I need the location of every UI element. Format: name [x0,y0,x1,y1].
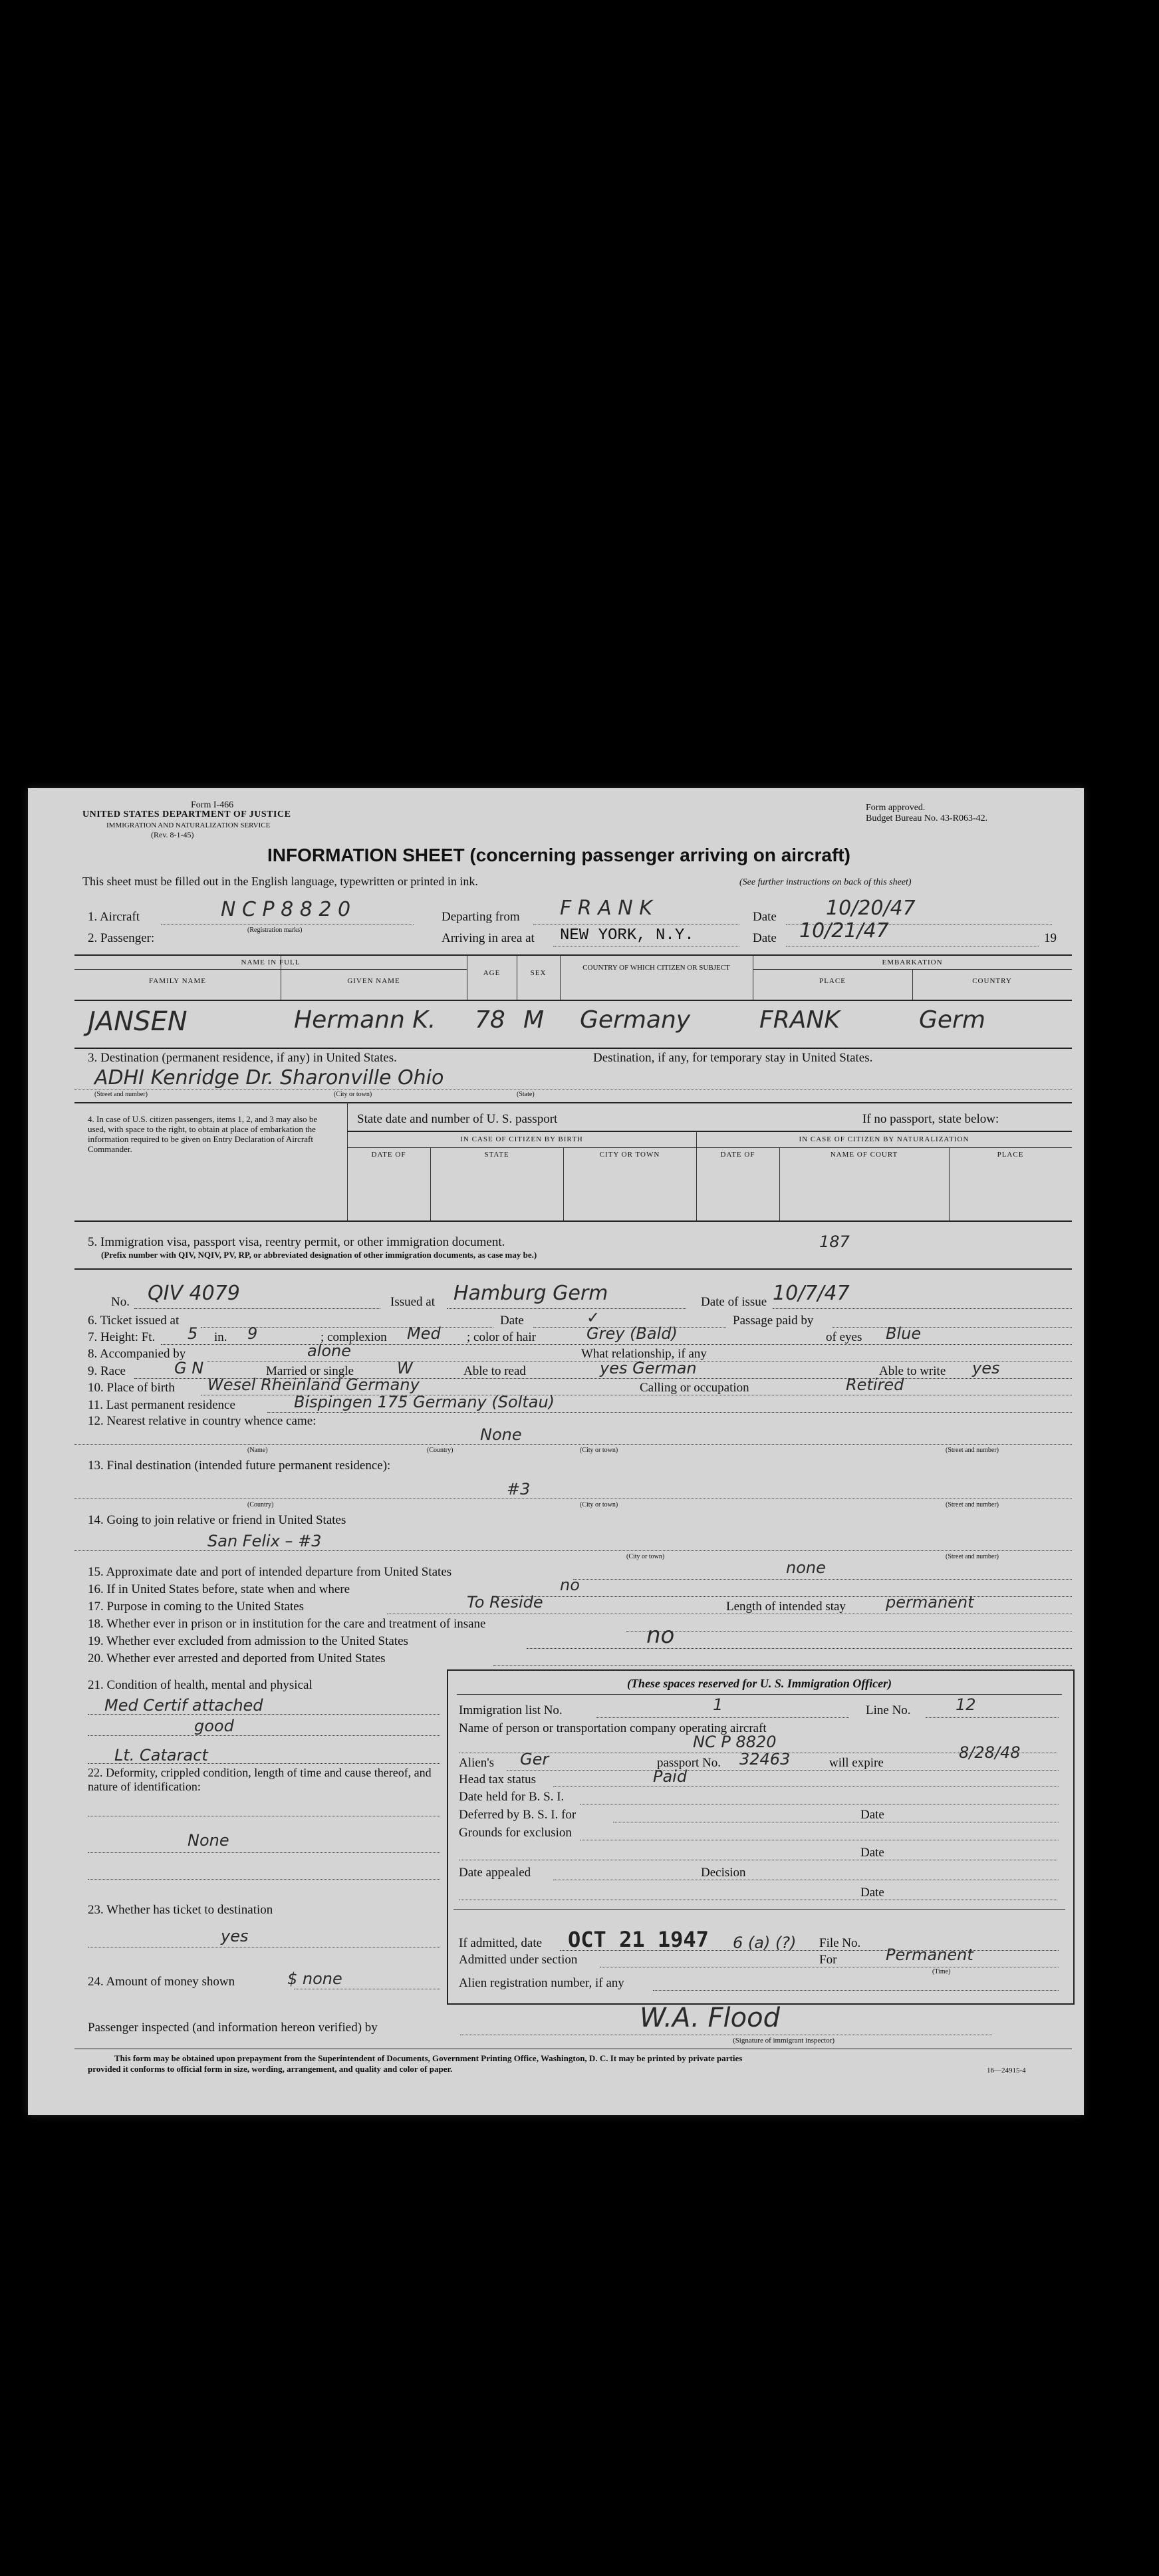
city-note-4: (City or town) [626,1553,665,1560]
footer-line-1: This form may be obtained upon prepayment from the Superintendent of Documents, Government Printing Office, Washington, D. C. It may be printed by private parties [114,2053,743,2063]
reg-marks-note: (Registration marks) [247,927,303,934]
label-relationship: What relationship, if any [581,1347,707,1361]
label-date-bsi: Date held for B. S. I. [459,1790,565,1804]
label-nearest-relative: 12. Nearest relative in country whence came: [88,1414,317,1428]
label-eyes: of eyes [826,1330,862,1344]
label-departing: Departing from [442,910,520,924]
col-by-nat: IN CASE OF CITIZEN BY NATURALIZATION [799,1135,969,1143]
hw-emb-country: Germ [919,1006,985,1034]
hw-arrival-date: 10/21/47 [799,919,889,942]
page-title: INFORMATION SHEET (concerning passenger arriving on aircraft) [267,845,850,865]
label-height: 7. Height: Ft. [88,1330,156,1344]
label-if-admitted: If admitted, date [459,1936,543,1950]
col-place-nat: PLACE [997,1151,1024,1159]
hw-final-destination: #3 [507,1480,531,1499]
label-deported: 20. Whether ever arrested and deported from United States [88,1651,386,1665]
hw-citizen: Germany [580,1006,691,1034]
label-length-stay: Length of intended stay [726,1600,846,1614]
name-note: (Name) [247,1447,268,1454]
hw-departure: none [786,1558,826,1577]
state-note: (State) [517,1091,535,1098]
label-deferred: Deferred by B. S. I. for [459,1808,577,1822]
col-city: CITY OR TOWN [599,1151,660,1159]
label-decision: Decision [701,1866,746,1880]
footer-line-2: provided it conforms to official form in size, wording, arrangement, and quality and color of paper. [88,2064,453,2074]
hw-aircraft-operator: NC P 8820 [693,1733,777,1751]
col-by-birth: IN CASE OF CITIZEN BY BIRTH [460,1135,583,1143]
col-state: STATE [484,1151,509,1159]
hw-health-2: good [194,1717,234,1735]
col-date-of: DATE OF [371,1151,406,1159]
city-note-2: (City or town) [580,1447,618,1454]
stamp-admit-date: OCT 21 1947 [568,1927,709,1952]
stamp-arriving: NEW YORK, N.Y. [560,927,694,944]
label-ticket-date: Date [500,1314,524,1328]
signature-note: (Signature of immigrant inspector) [733,2037,835,2045]
form-number: Form I-466 [191,800,234,810]
hw-birth: Wesel Rheinland Germany [207,1375,420,1394]
label-date-of-issue: Date of issue [701,1295,767,1309]
label-under-section: Admitted under section [459,1953,578,1967]
label-passport-question: State date and number of U. S. passport [357,1112,558,1126]
information-sheet-form [28,788,1084,2115]
hw-height-in: 9 [247,1324,258,1343]
hw-relative: None [480,1425,522,1444]
hw-issue-date: 10/7/47 [773,1282,850,1305]
label-head-tax: Head tax status [459,1773,537,1787]
street-note-4: (Street and number) [946,1553,999,1560]
hw-last-residence: Bispingen 175 Germany (Soltau) [294,1393,555,1411]
hw-alien-type: Ger [520,1750,549,1769]
hw-join: San Felix – #3 [207,1532,322,1550]
agency: UNITED STATES DEPARTMENT OF JUSTICE [82,809,291,819]
hw-length-stay: permanent [886,1593,974,1612]
hw-expire: 8/28/48 [959,1743,1021,1762]
hw-age: 78 [475,1006,505,1034]
hw-passport-no: 32463 [739,1750,791,1769]
label-date2: Date [753,931,777,945]
hw-height-ft: 5 [188,1324,198,1343]
label-alien: Alien's [459,1756,495,1770]
budget-note: Budget Bureau No. 43-R063-42. [866,813,988,823]
hw-complexion: Med [407,1324,441,1343]
label-ticket-destination: 23. Whether has ticket to destination [88,1903,273,1917]
hw-ticket: yes [221,1927,249,1945]
col-emb-country: COUNTRY [972,977,1012,985]
label-us-citizen: 4. In case of U.S. citizen passengers, items 1, 2, and 3 may also be used, with space to the right, to obtain at place of embarkation the information required to be given on Entry Declaration of Aircraft Commander. [88,1114,318,1154]
footer-code: 16—24915-4 [987,2067,1026,2075]
hw-marital: W [397,1359,413,1377]
hw-given-name: Hermann K. [294,1006,436,1034]
hw-eyes: Blue [886,1324,922,1343]
city-note-3: (City or town) [580,1501,618,1508]
col-age: AGE [483,969,501,977]
label-issued-at: Issued at [390,1295,436,1309]
label-hair: ; color of hair [467,1330,536,1344]
label-date1: Date [753,910,777,924]
label-occupation: Calling or occupation [640,1381,749,1395]
officer-reserved: (These spaces reserved for U. S. Immigration Officer) [626,1677,892,1690]
doc-count: 187 [819,1232,850,1251]
hw-for-time: Permanent [886,1945,973,1964]
time-note: (Time) [932,1968,951,1975]
hw-aircraft: N C P 8 8 2 0 [221,898,351,921]
col-given-name: GIVEN NAME [347,977,400,985]
label-ticket-issued: 6. Ticket issued at [88,1314,180,1328]
hw-destination: ADHI Kenridge Dr. Sharonville Ohio [94,1066,444,1089]
label-write: Able to write [879,1364,946,1378]
col-family-name: FAMILY NAME [149,977,206,985]
label-birth: 10. Place of birth [88,1381,175,1395]
hw-money: $ none [287,1969,342,1988]
label-year: 19 [1044,931,1057,945]
hw-departing: F R A N K [560,897,652,920]
label-destination: 3. Destination (permanent residence, if any) in United States. [88,1051,397,1065]
label-passport-no: passport No. [657,1756,721,1770]
label-inspected: Passenger inspected (and information hereon verified) by [88,2021,378,2035]
hw-emb-place: FRANK [759,1006,840,1034]
hw-issued-at: Hamburg Germ [453,1282,608,1305]
hw-deformity-2: None [188,1831,229,1850]
country-note-2: (Country) [247,1501,274,1508]
street-note-2: (Street and number) [946,1447,999,1454]
hw-health: Med Certif attached [104,1696,263,1715]
see-back-note: (See further instructions on back of this sheet) [739,877,912,887]
label-departure: 15. Approximate date and port of intended departure from United States [88,1565,452,1579]
col-country-citizen: COUNTRY OF WHICH CITIZEN OR SUBJECT [582,964,730,972]
country-note: (Country) [427,1447,453,1454]
hw-hair: Grey (Bald) [586,1324,678,1343]
label-accompanied: 8. Accompanied by [88,1347,186,1361]
col-court: NAME OF COURT [830,1151,898,1159]
label-married: Married or single [266,1364,354,1378]
label-for: For [819,1953,837,1967]
hw-occupation: Retired [846,1375,904,1394]
label-final-destination: 13. Final destination (intended future permanent residence): [88,1459,391,1473]
hw-section: 6 (a) (?) [733,1933,797,1952]
hw-read: yes German [600,1359,697,1377]
street-note: (Street and number) [94,1091,148,1098]
label-grounds: Grounds for exclusion [459,1826,572,1840]
hw-departure-date: 10/20/47 [826,897,916,920]
approved-note: Form approved. [866,803,926,813]
col-embarkation: EMBARKATION [882,958,943,966]
label-race: 9. Race [88,1364,126,1378]
label-health: 21. Condition of health, mental and physical [88,1678,313,1692]
label-excluded: 19. Whether ever excluded from admission to the United States [88,1634,408,1648]
label-no-passport: If no passport, state below: [862,1112,999,1126]
label-read: Able to read [463,1364,526,1378]
label-operator: Name of person or transportation company operating aircraft [459,1721,767,1735]
city-note: (City or town) [334,1091,372,1098]
service: IMMIGRATION AND NATURALIZATION SERVICE [106,821,271,829]
label-arriving: Arriving in area at [442,931,535,945]
instruction: This sheet must be filled out in the English language, typewritten or printed in ink. [82,875,478,888]
label-insane: 18. Whether ever in prison or in institution for the care and treatment of insane [88,1617,486,1631]
hw-family-name: JANSEN [88,1006,188,1037]
hw-before: no [560,1576,580,1594]
label-before: 16. If in United States before, state when and where [88,1582,350,1596]
hw-deformity: Lt. Cataract [114,1746,208,1765]
label-imm-list: Immigration list No. [459,1703,563,1717]
label-last-residence: 11. Last permanent residence [88,1398,235,1412]
label-date-appealed: Date appealed [459,1866,531,1880]
hw-write: yes [972,1359,1000,1377]
hw-purpose: To Reside [467,1593,543,1612]
hw-visa-number: QIV 4079 [148,1282,240,1305]
label-no: No. [111,1295,130,1309]
label-complexion: ; complexion [321,1330,387,1344]
hw-inspector-signature: W.A. Flood [640,2003,780,2033]
label-aircraft: 1. Aircraft [88,910,140,924]
label-doc-prefix-note: (Prefix number with QIV, NQIV, PV, RP, or abbreviated designation of other immigration documents, as case may be.) [101,1250,537,1260]
label-join-relative: 14. Going to join relative or friend in United States [88,1513,346,1527]
label-purpose: 17. Purpose in coming to the United States [88,1600,305,1614]
label-passenger: 2. Passenger: [88,931,155,945]
label-date-c: Date [860,1886,884,1900]
col-emb-place: PLACE [819,977,846,985]
label-alien-reg: Alien registration number, if any [459,1976,624,1990]
hw-imm-list: 1 [713,1695,723,1714]
hw-insane: no [646,1622,675,1649]
hw-line-no: 12 [956,1695,976,1714]
label-will-expire: will expire [829,1756,884,1770]
label-temp-destination: Destination, if any, for temporary stay in United States. [593,1051,873,1065]
hw-ticket-date: ✓ [586,1308,600,1327]
label-line-no: Line No. [866,1703,911,1717]
revision: (Rev. 8-1-45) [151,830,194,839]
street-note-3: (Street and number) [946,1501,999,1508]
hw-sex: M [523,1006,545,1034]
label-date-a: Date [860,1808,884,1822]
label-money: 24. Amount of money shown [88,1975,235,1989]
col-date-of-nat: DATE OF [720,1151,755,1159]
label-immigration-document: 5. Immigration visa, passport visa, reentry permit, or other immigration document. [88,1235,505,1249]
label-date-b: Date [860,1846,884,1860]
label-file-no: File No. [819,1936,861,1950]
hw-accompanied: alone [307,1342,352,1360]
col-sex: SEX [530,969,547,977]
col-name-in-full: NAME IN FULL [241,958,301,966]
label-passage-paid: Passage paid by [733,1314,814,1328]
hw-head-tax: Paid [653,1767,688,1786]
label-deformity: 22. Deformity, crippled condition, length of time and cause thereof, and nature of identification: [88,1766,432,1793]
hw-race: G N [174,1359,204,1377]
label-inches: in. [214,1330,227,1344]
